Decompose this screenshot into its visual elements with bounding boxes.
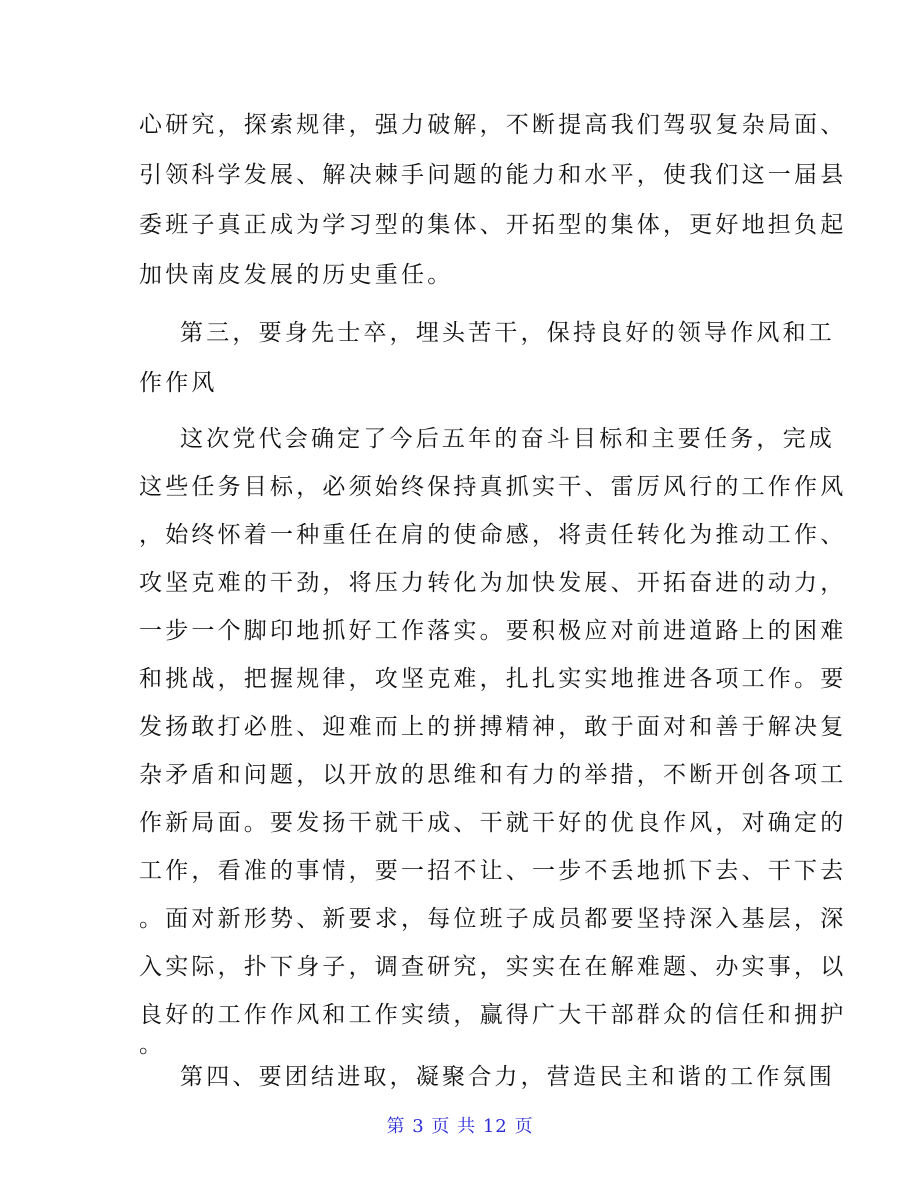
text-line: 这些任务目标，必须始终保持真抓实干、雷厉风行的工作作风	[139, 474, 847, 500]
text-line: 心研究，探索规律，强力破解，不断提高我们驾驭复杂局面、	[139, 112, 847, 138]
paragraph-start: 第四、要团结进取，凝聚合力，营造民主和谐的工作氛围	[180, 1064, 835, 1090]
paragraph-start: 第三，要身先士卒，埋头苦干，保持良好的领导作风和工	[180, 320, 835, 346]
text-line: 一步一个脚印地抓好工作落实。要积极应对前进道路上的困难	[139, 618, 847, 644]
text-line: 杂矛盾和问题，以开放的思维和有力的举措，不断开创各项工	[139, 762, 847, 788]
text-line: 发扬敢打必胜、迎难而上的拼搏精神，敢于面对和善于解决复	[139, 714, 847, 740]
text-line: 良好的工作作风和工作实绩，赢得广大干部群众的信任和拥护	[139, 1002, 847, 1028]
text-line: 攻坚克难的干劲，将压力转化为加快发展、开拓奋进的动力，	[139, 570, 847, 596]
text-line: 入实际，扑下身子，调查研究，实实在在解难题、办实事，以	[139, 954, 847, 980]
text-line: ，始终怀着一种重任在肩的使命感，将责任转化为推动工作、	[139, 522, 847, 548]
text-line: 加快南皮发展的历史重任。	[139, 262, 454, 288]
text-line: 作新局面。要发扬干就干成、干就干好的优良作风，对确定的	[139, 810, 847, 836]
text-line: 。面对新形势、新要求，每位班子成员都要坚持深入基层，深	[139, 906, 847, 932]
text-line: 和挑战，把握规律，攻坚克难，扎扎实实地推进各项工作。要	[139, 666, 847, 692]
text-line: 委班子真正成为学习型的集体、开拓型的集体，更好地担负起	[139, 212, 847, 238]
paragraph-start: 这次党代会确定了今后五年的奋斗目标和主要任务，完成	[180, 426, 835, 452]
text-line: 工作，看准的事情，要一招不让、一步不丢地抓下去、干下去	[139, 858, 847, 884]
page-number-footer: 第 3 页 共 12 页	[386, 1116, 534, 1137]
text-line: 作作风	[139, 370, 218, 396]
text-line: 引领科学发展、解决棘手问题的能力和水平，使我们这一届县	[139, 162, 847, 188]
text-line: 。	[139, 1032, 166, 1058]
